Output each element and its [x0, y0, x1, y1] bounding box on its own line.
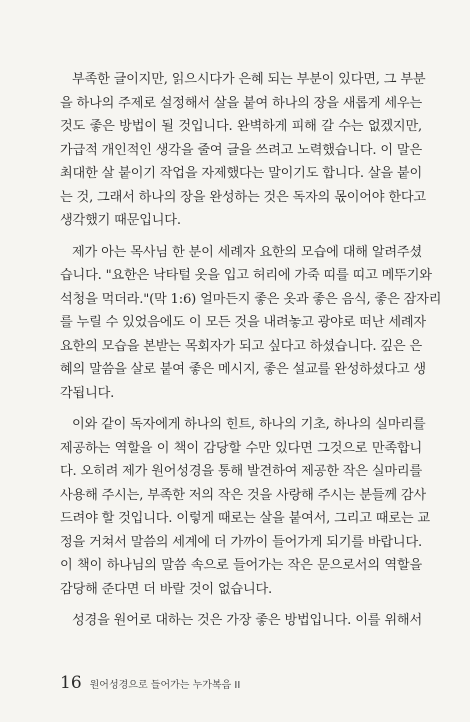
paragraph-3	[60, 413, 430, 601]
text-line: 다. 오히려 제가 원어성경을 통해 발견하여 제공한 작은 실마리를	[60, 464, 422, 479]
text-line: 사용해 주시는, 부족한 저의 작은 것을 사랑해 주시는 분들께 감사	[60, 487, 426, 503]
body-text	[60, 68, 442, 641]
text-line: 부족한 글이지만, 읽으시다가 은혜 되는 부분이 있다면, 그 부분	[72, 72, 426, 87]
paragraph-1	[60, 68, 426, 233]
text-line: 최대한 살 붙이기 작업을 자제했다는 말이기도 합니다. 살을 붙이	[60, 166, 422, 181]
text-line: 이와 같이 독자에게 하나의 힌트, 하나의 기초, 하나의 실마리를	[72, 417, 426, 432]
text-line: 를 누릴 수 있었음에도 이 모든 것을 내려놓고 광야로 떠난 세례자	[60, 315, 426, 330]
text-line: 성경을 원어로 대하는 것은 가장 좋은 방법입니다. 이를 위해서	[72, 613, 422, 628]
running-title: 원어성경으로 들어가는 누가복음 II	[89, 680, 241, 691]
paragraph-2	[60, 241, 442, 406]
text-line: 정을 거쳐서 말씀의 세계에 더 가까이 들어가게 되기를 바랍니다.	[60, 534, 422, 550]
text-line: 것도 좋은 방법이 될 것입니다. 완벽하게 피해 갈 수는 없겠지만,	[60, 119, 422, 134]
text-line: 는 것, 그래서 하나의 장을 완성하는 것은 독자의 몫이어야 한다고	[60, 189, 426, 205]
text-line: 각됩니다.	[60, 385, 115, 401]
text-line: 감당해 준다면 더 바랄 것이 없습니다.	[60, 581, 273, 597]
text-line: 요한의 모습을 본받는 목회자가 되고 싶다고 하셨습니다. 깊은 은	[60, 338, 422, 354]
text-line: 제공하는 역할을 이 책이 감당할 수만 있다면 그것으로 만족합니	[60, 440, 422, 456]
page-number: 16	[60, 673, 82, 693]
text-line: 석청을 먹더라."(막 1:6) 얼마든지 좋은 옷과 좋은 음식, 좋은 잠자리	[60, 291, 442, 307]
text-line: 혜의 말씀을 살로 붙여 좋은 메시지, 좋은 설교를 완성하셨다고 생	[60, 362, 426, 377]
paragraph-4	[60, 609, 422, 633]
text-line: 생각했기 때문입니다.	[60, 213, 181, 228]
text-line: 이 책이 하나님의 말씀 속으로 들어가는 작은 문으로서의 역할을	[60, 558, 422, 573]
text-line: 가급적 개인적인 생각을 줄여 글을 쓰려고 노력했습니다. 이 말은	[60, 142, 422, 158]
page-footer	[60, 673, 240, 695]
text-line: 을 하나의 주제로 설정해서 살을 붙여 하나의 장을 새롭게 세우는	[60, 95, 422, 111]
text-line: 드려야 할 것입니다. 이렇게 때로는 살을 붙여서, 그리고 때로는 교	[60, 511, 430, 526]
text-line: 습니다. "요한은 낙타털 옷을 입고 허리에 가죽 띠를 띠고 메뚜기와	[60, 268, 432, 283]
text-line: 제가 아는 목사님 한 분이 세례자 요한의 모습에 대해 알려주셨	[72, 244, 422, 260]
